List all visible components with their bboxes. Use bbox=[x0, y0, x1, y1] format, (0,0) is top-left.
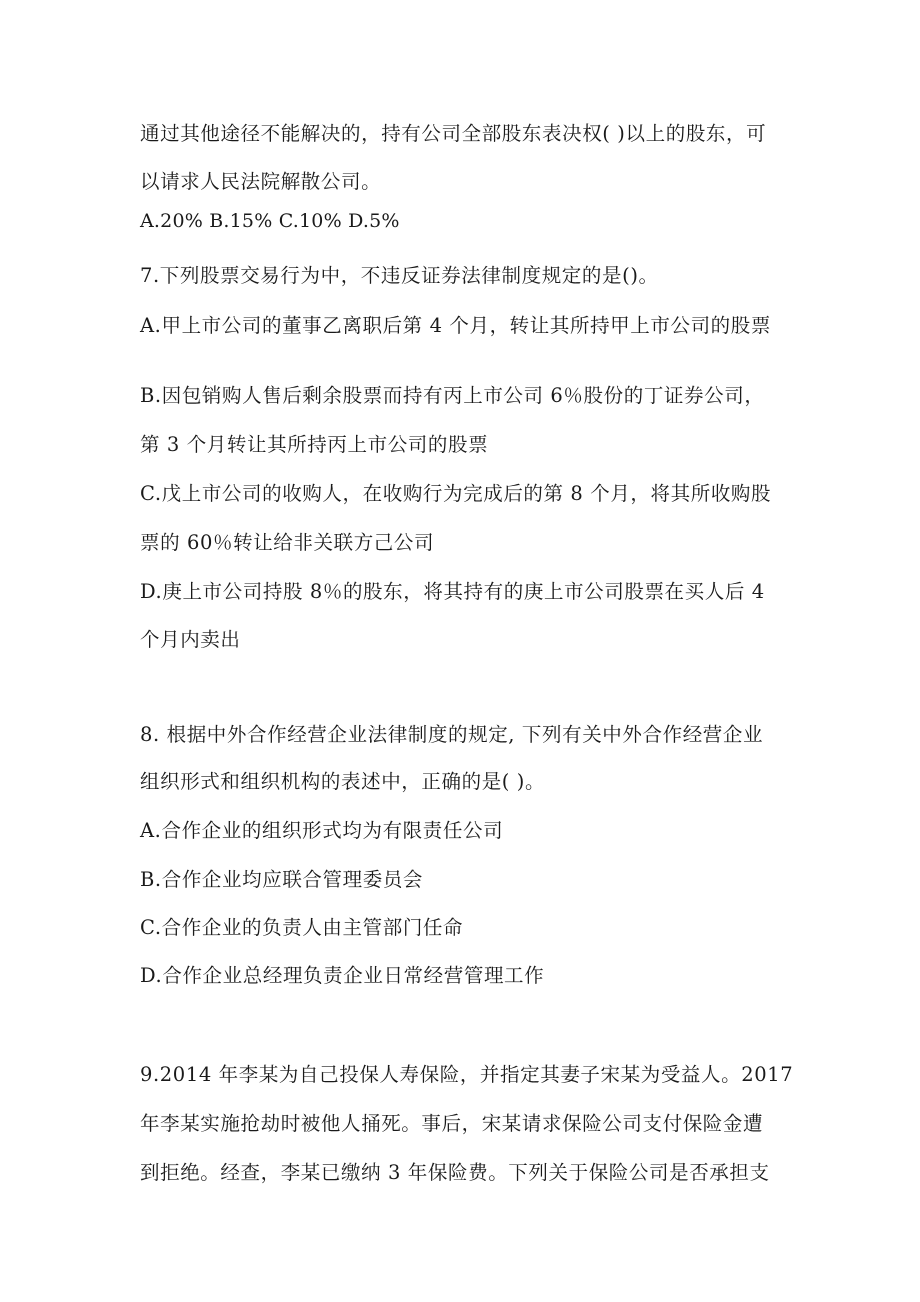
q7-option-c-line-2: 票的 60％转让给非关联方己公司 bbox=[140, 531, 435, 554]
q8-stem-line-1: 8. 根据中外合作经营企业法律制度的规定, 下列有关中外合作经营企业 bbox=[140, 723, 764, 746]
q6-options: A.20% B.15% C.10% D.5% bbox=[140, 210, 400, 232]
q7-option-a: A.甲上市公司的董事乙离职后第 4 个月，转让其所持甲上市公司的股票 bbox=[140, 314, 771, 337]
q9-text-line-2: 年李某实施抢劫时被他人捅死。事后，宋某请求保险公司支付保险金遭 bbox=[140, 1112, 764, 1135]
q7-option-d-line-2: 个月内卖出 bbox=[140, 628, 241, 651]
q6-text-line-1: 通过其他途径不能解决的，持有公司全部股东表决权( )以上的股东，可 bbox=[140, 122, 767, 145]
q7-option-b-line-1: B.因包销购人售后剩余股票而持有丙上市公司 6％股份的丁证券公司， bbox=[140, 384, 765, 407]
q9-text-line-1: 9.2014 年李某为自己投保人寿保险，并指定其妻子宋某为受益人。2017 bbox=[140, 1063, 794, 1086]
q7-stem: 7.下列股票交易行为中，不违反证券法律制度规定的是()。 bbox=[140, 264, 659, 287]
q7-option-b-line-2: 第 3 个月转让其所持丙上市公司的股票 bbox=[140, 433, 489, 456]
q8-option-d: D.合作企业总经理负责企业日常经营管理工作 bbox=[140, 964, 545, 987]
q7-option-d-line-1: D.庚上市公司持股 8％的股东，将其持有的庚上市公司股票在买人后 4 bbox=[140, 580, 765, 603]
q7-option-c-line-1: C.戊上市公司的收购人，在收购行为完成后的第 8 个月，将其所收购股 bbox=[140, 482, 772, 505]
q6-text-line-2: 以请求人民法院解散公司。 bbox=[140, 170, 382, 193]
q8-option-a: A.合作企业的组织形式均为有限责任公司 bbox=[140, 819, 504, 842]
q9-text-line-3: 到拒绝。经查，李某已缴纳 3 年保险费。下列关于保险公司是否承担支 bbox=[140, 1161, 770, 1184]
q8-stem-line-2: 组织形式和组织机构的表述中，正确的是( )。 bbox=[140, 770, 546, 793]
q8-option-c: C.合作企业的负责人由主管部门任命 bbox=[140, 916, 464, 939]
q8-option-b: B.合作企业均应联合管理委员会 bbox=[140, 868, 424, 891]
